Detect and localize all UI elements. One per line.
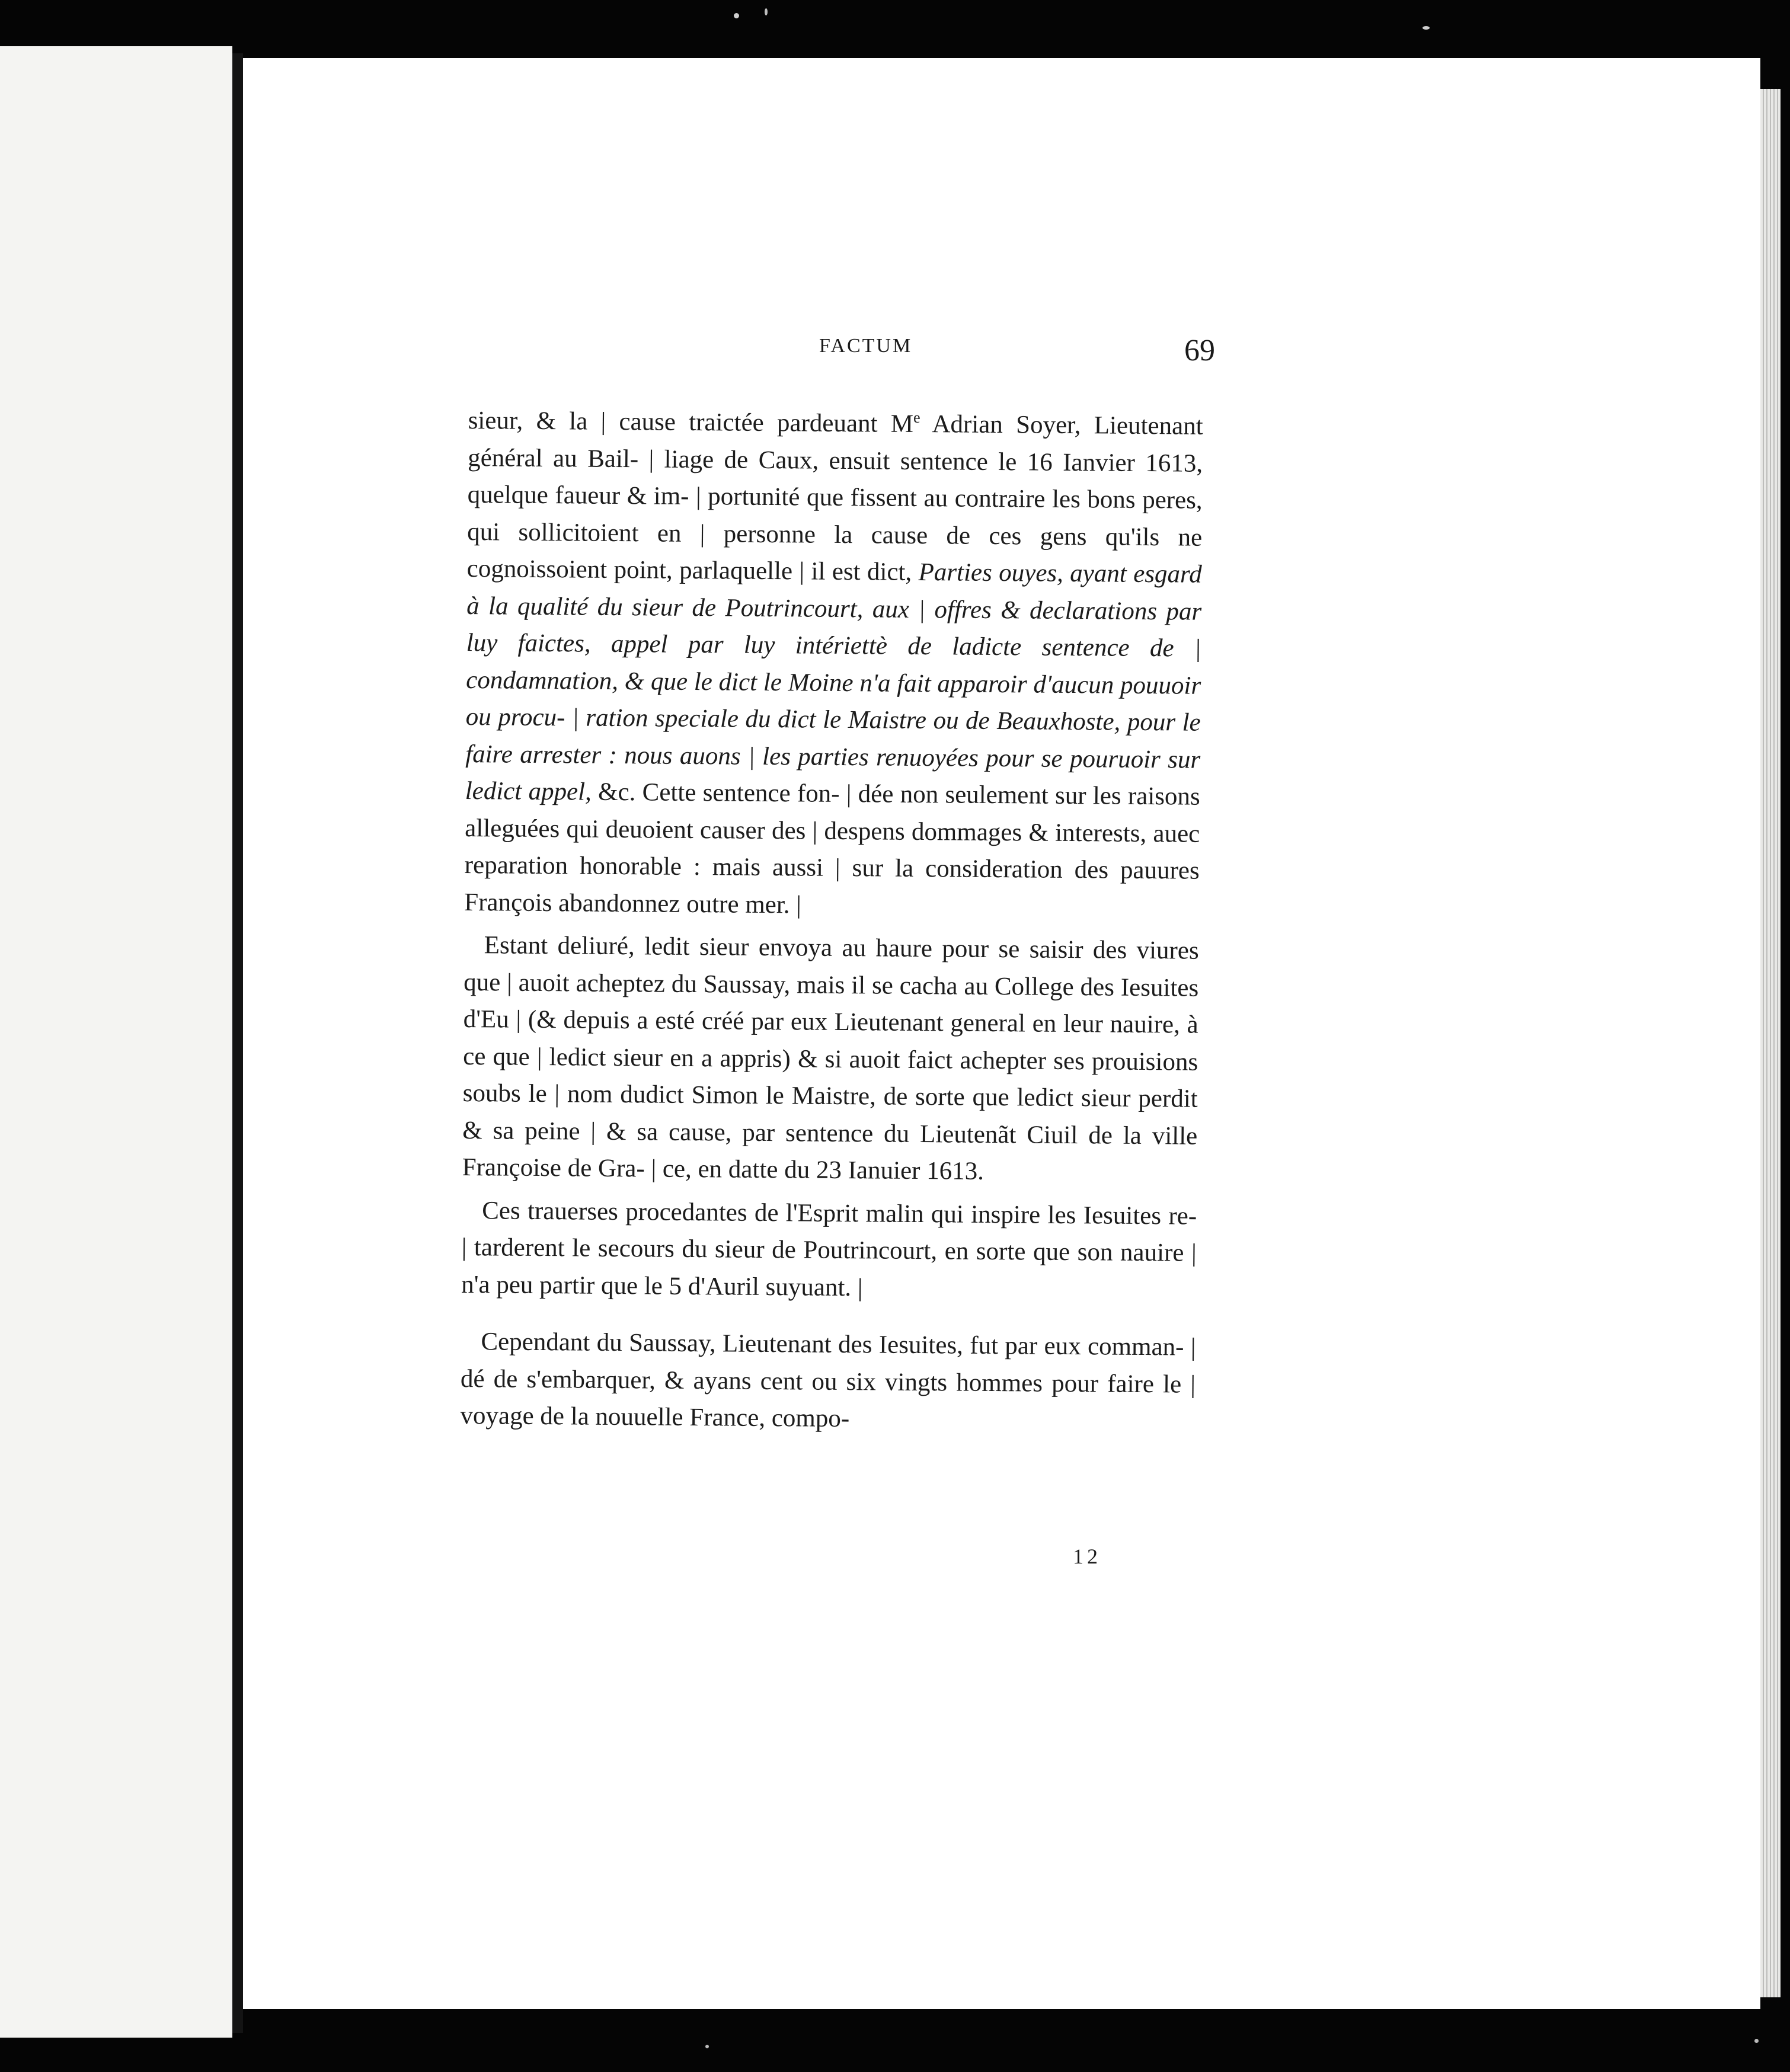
running-head: FACTUM [819, 335, 913, 357]
signature-mark: 12 [1073, 1545, 1101, 1568]
page-edges [1760, 89, 1781, 1997]
gutter-shadow [232, 53, 243, 2033]
paragraph [461, 1192, 1197, 1309]
paragraph [464, 396, 1203, 927]
dust-speck [734, 13, 739, 18]
body-text [459, 396, 1203, 1528]
left-page-blank [0, 46, 232, 2038]
paragraph [462, 927, 1199, 1192]
italic-text-run: Parties ouyes, ayant esgard à la qualité du sieur de Poutrincourt, aux | offres & declarations par luy faictes, appel par luy intériettè de ladicte sentence de | condamnation, & que le dict le Moine n'a fait apparoir d'aucun pouuoir ou procu- | ration speciale du dict le Maistre ou de Beauxhoste, pour le faire arrester : nous auons | les parties renuoyées pour se pouruoir sur ledict appel, [465, 558, 1202, 806]
page-number: 69 [1184, 334, 1215, 367]
text-run: Ces trauerses procedantes de l'Esprit malin qui inspire les Iesuites re- | tarderent le secours du sieur de Poutrincourt, en sorte que son nauire | n'a peu partir que le 5 d'Auril suyuant. | [461, 1196, 1197, 1302]
text-run: Cependant du Saussay, Lieutenant des Iesuites, fut par eux comman- | dé de s'embarquer, & ayans cent ou six vingts hommes pour faire le | voyage de la nouuelle France, compo- [460, 1328, 1196, 1433]
dust-speck [1754, 2039, 1759, 2043]
superscript-run: e [913, 408, 920, 426]
dust-speck [765, 8, 768, 15]
text-run: Adrian Soyer, Lieutenant général au Bail- | liage de Caux, ensuit sentence le 16 Ianvier 1613, quelque faueur & im- | portunité que fissent au contraire les bons peres, qui sollicitoient en | personne la cause de ces gens qu'ils ne cognoissoient point, parlaquelle | il est dict, [466, 410, 1203, 586]
dust-speck [705, 2045, 709, 2048]
dust-speck [1423, 26, 1430, 30]
text-run: sieur, & la | cause traictée pardeuant M [468, 406, 914, 438]
paragraph [460, 1323, 1196, 1440]
text-run: &c. Cette sentence fon- | dée non seulement sur les raisons alleguées qui deuoient causer des | despens dommages & interests, auec reparation honorable : mais aussi | sur la consideration des pauures François abandonnez outre mer. | [464, 778, 1200, 919]
text-run: Estant deliuré, ledit sieur envoya au haure pour se saisir des viures que | auoit acheptez du Saussay, mais il se cacha au College des Iesuites d'Eu | (& depuis a esté créé par eux Lieutenant general en leur nauire, à ce que | ledict sieur en a appris) & si auoit faict achepter ses prouisions soubs le | nom dudict Simon le Maistre, de sorte que ledict sieur perdit & sa peine | & sa cause, par sentence du Lieutenãt Ciuil de la ville Françoise de Gra- | ce, en datte du 23 Ianuier 1613. [462, 931, 1199, 1185]
